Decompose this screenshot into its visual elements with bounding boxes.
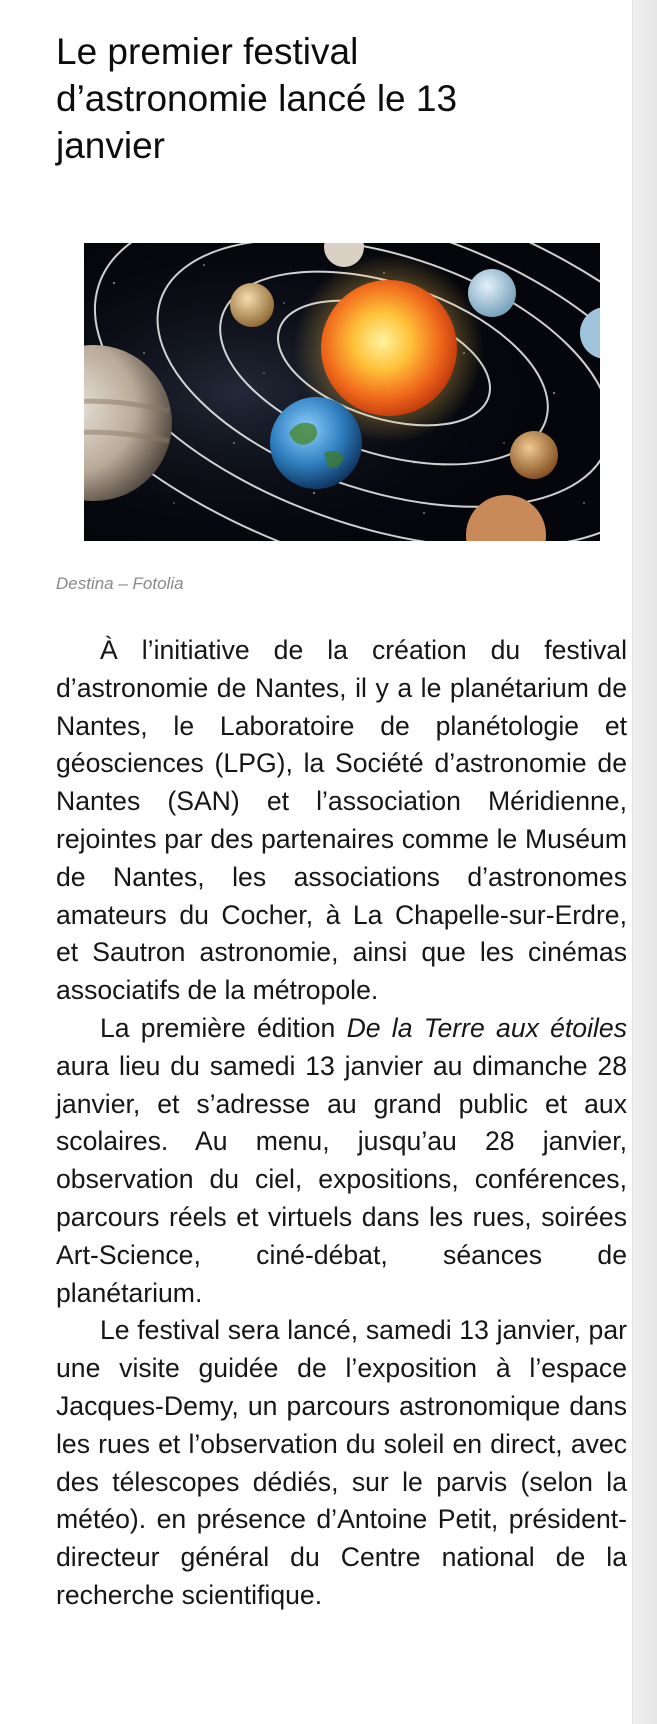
paragraph-2-intro: La première édition [100,1012,347,1043]
body-paragraph-1: À l’initiative de la création du festival d’astronomie de Nantes, il y a le planétarium de Nantes, le Laboratoire de planétologie et géosciences (LPG), la Société d’astronomie de Nantes (SAN) et l’association Méridienne, rejointes par des partenaires comme le Muséum de Nantes, les associations d’astronomes amateurs du Cocher, à La Chapelle-sur-Erdre, et Sautron astronomie, ainsi que les cinémas associatifs de la métropole. [56,635,627,1006]
image-credit: Destina – Fotolia [56,574,184,593]
festival-title: De la Terre aux étoiles [346,1012,628,1043]
page-scrollbar-gutter [632,0,657,1724]
solar-system-illustration [84,243,600,541]
body-paragraph-2 [56,1010,627,1312]
article-headline: Le premier festival d’astronomie lancé le 13 janvier [56,31,458,166]
article [56,28,627,1615]
paragraph-2-rest: aura lieu du samedi 13 janvier au dimanche 28 janvier, et s’adresse au grand public et aux scolaires. Au menu, jusqu’au 28 janvier, observation du ciel, expositions, conférences, parcours réels et virtuels dans les rues, soirées Art-Science, ciné-débat, séances de planétarium. [56,1050,627,1308]
article-body [56,632,627,1615]
article-image [84,243,600,541]
body-paragraph-3: Le festival sera lancé, samedi 13 janvier, par une visite guidée de l’exposition à l’espace Jacques-Demy, un parcours astronomique dans les rues et l’observation du soleil en direct, avec des télescopes dédiés, sur le parvis (selon la météo). en présence d’Antoine Petit, président-directeur général du Centre national de la recherche scientifique. [56,1315,627,1610]
